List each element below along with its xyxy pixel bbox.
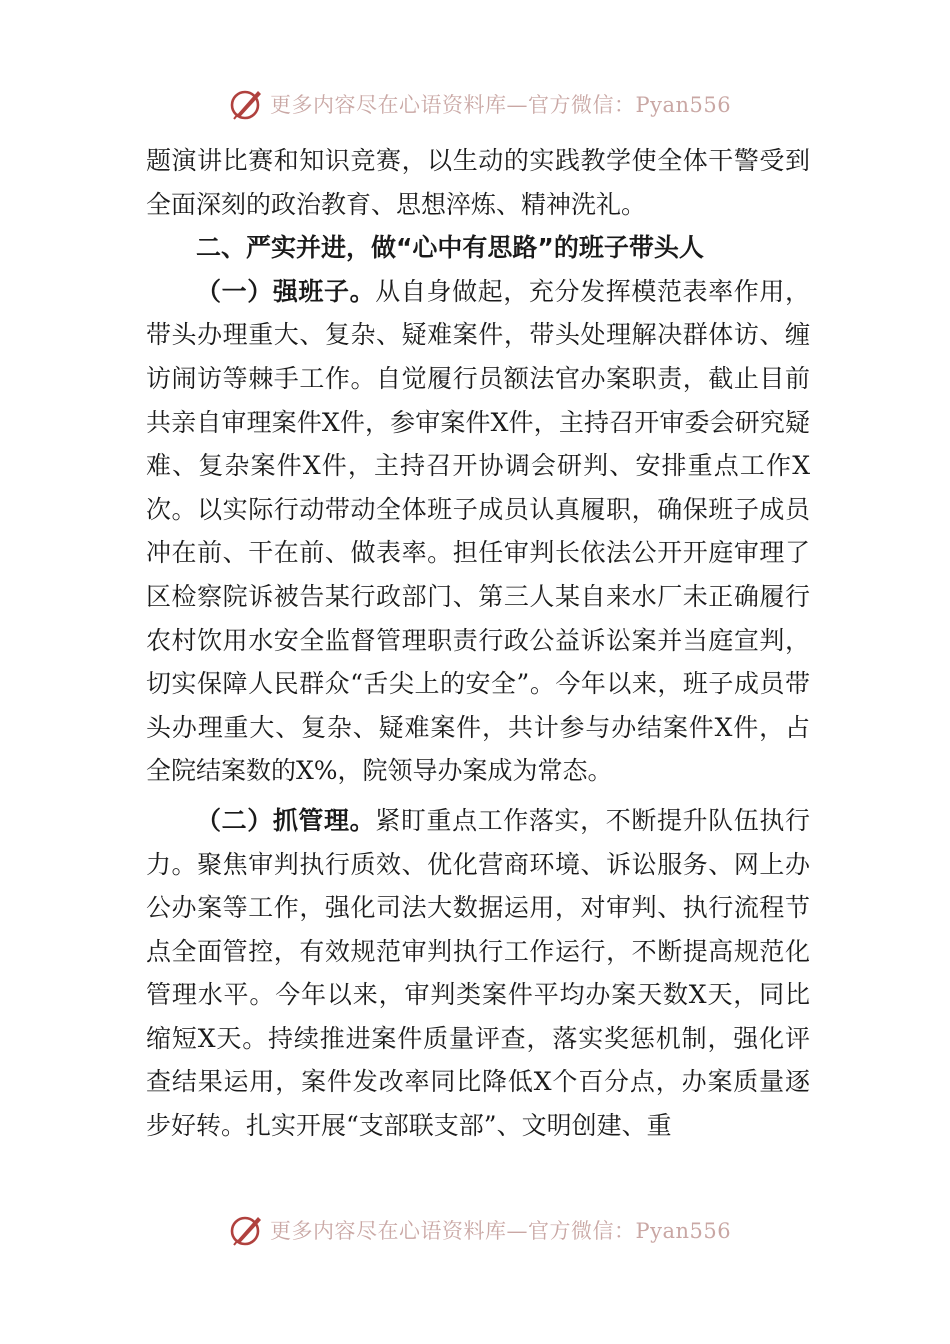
watermark-header [228, 84, 748, 124]
paragraph-management [146, 799, 810, 1148]
paragraph-text: 从自身做起，充分发挥模范表率作用，带头办理重大、复杂、疑难案件，带头处理解决群体访、缠访闹访等棘手工作。自觉履行员额法官办案职责，截止目前共亲自审理案件X件，参审案件X件，主持召开审委会研究疑难、复杂案件X件，主持召开协调会研判、安排重点工作X次。以实际行动带动全体班子成员认真履职，确保班子成员冲在前、干在前、做表率。担任审判长依法公开开庭审理了区检察院诉被告某行政部门、第三人某自来水厂未正确履行农村饮用水安全监督管理职责行政公益诉讼案并当庭宣判，切实保障人民群众“舌尖上的安全”。今年以来，班子成员带头办理重大、复杂、疑难案件，共计参与办结案件X件，占全院结案数的X%，院领导办案成为常态。 [146, 276, 810, 786]
continuation-paragraph: 题演讲比赛和知识竞赛，以生动的实践教学使全体干警受到全面深刻的政治教育、思想淬炼、精神洗礼。 [146, 146, 810, 219]
paragraph-lead: （一）强班子。 [196, 276, 376, 306]
section-heading: 二、严实并进，做“心中有思路”的班子带头人 [196, 233, 704, 263]
paragraph-strengthen-team [146, 270, 810, 793]
paragraph-lead: （二）抓管理。 [196, 805, 376, 835]
quill-pen-circle-icon [228, 1212, 264, 1248]
paragraph-text: 紧盯重点工作落实，不断提升队伍执行力。聚焦审判执行质效、优化营商环境、诉讼服务、网上办公办案等工作，强化司法大数据运用，对审判、执行流程节点全面管控，有效规范审判执行工作运行，不断提高规范化管理水平。今年以来，审判类案件平均办案天数X天，同比缩短X天。持续推进案件质量评查，落实奖惩机制，强化评查结果运用，案件发改率同比降低X个百分点，办案质量逐步好转。扎实开展“支部联支部”、文明创建、重 [146, 805, 810, 1141]
watermark-footer [228, 1210, 748, 1250]
quill-pen-circle-icon [228, 86, 264, 122]
document-body [146, 139, 810, 1148]
watermark-text: 更多内容尽在心语资料库—官方微信：Pyan556 [270, 1219, 732, 1243]
watermark-text: 更多内容尽在心语资料库—官方微信：Pyan556 [270, 93, 732, 117]
